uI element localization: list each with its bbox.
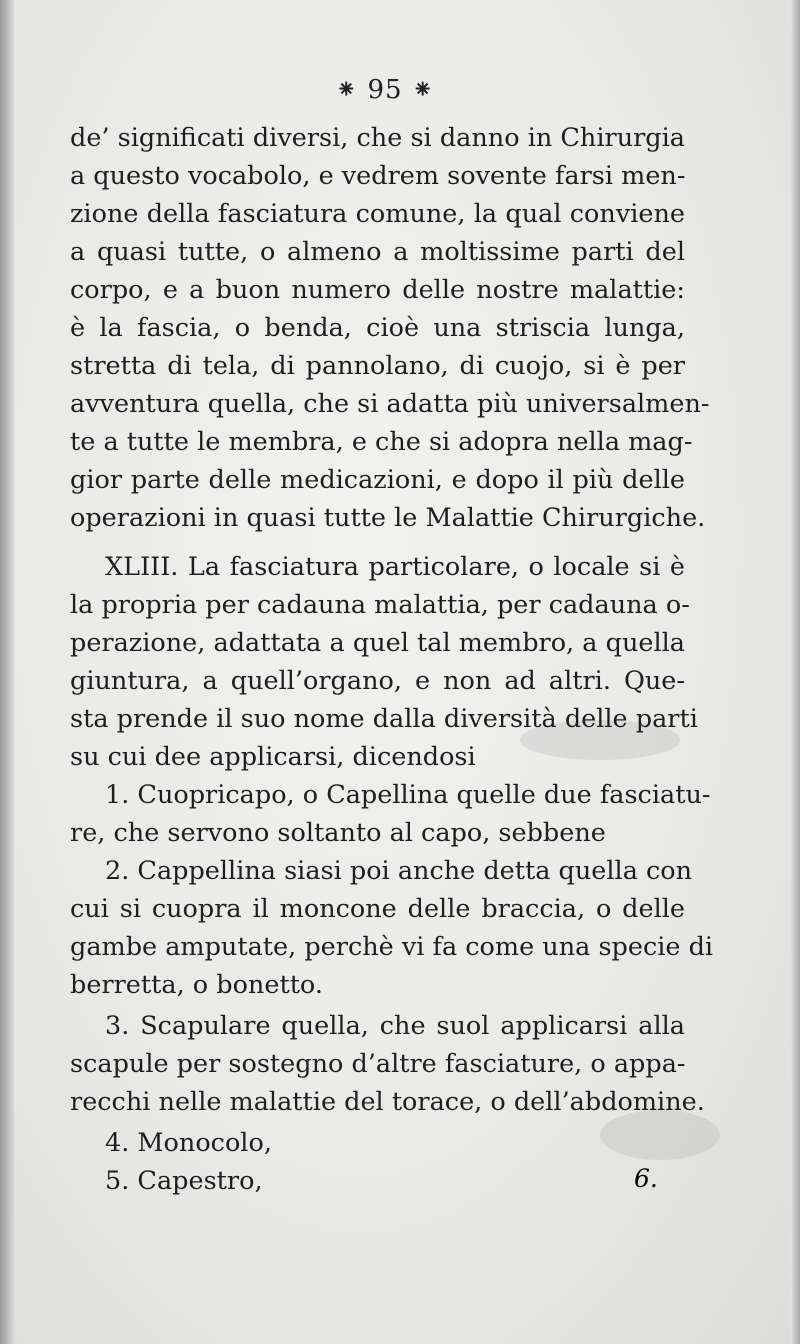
list-item-line: 1. Cuopricapo, o Capellina quelle due fasciatu- <box>105 780 711 810</box>
text-line: è la fascia, o benda, cioè una striscia lunga, <box>70 313 685 343</box>
text-line: berretta, o bonetto. <box>70 970 323 1000</box>
text-line: zione della fasciatura comune, la qual conviene <box>70 199 685 229</box>
text-line: de’ significati diversi, che si danno in Chirurgia <box>70 123 685 153</box>
text-line: a questo vocabolo, e vedrem sovente farsi men- <box>70 161 686 191</box>
section-heading-line: XLIII. La fasciatura particolare, o locale si è <box>105 552 685 582</box>
text-line: giuntura, a quell’organo, e non ad altri. Que- <box>70 666 685 696</box>
page-number-header: ⁕ 95 ⁕ <box>335 75 435 105</box>
text-line: gior parte delle medicazioni, e dopo il più delle <box>70 465 685 495</box>
list-item-line: 5. Capestro, <box>105 1166 263 1196</box>
catchword: 6. <box>634 1164 658 1193</box>
list-item-line: 2. Cappellina siasi poi anche detta quella con <box>105 856 693 886</box>
text-line: recchi nelle malattie del torace, o dell’abdomine. <box>70 1087 705 1117</box>
text-line: re, che servono soltanto al capo, sebbene <box>70 818 606 848</box>
page-right-edge-shadow <box>790 0 800 1344</box>
text-line: su cui dee applicarsi, dicendosi <box>70 742 476 772</box>
text-line: sta prende il suo nome dalla diversità delle parti <box>70 704 698 734</box>
text-line: operazioni in quasi tutte le Malattie Chirurgiche. <box>70 503 706 533</box>
text-line: avventura quella, che si adatta più universalmen- <box>70 389 710 419</box>
list-item-line: 3. Scapulare quella, che suol applicarsi alla <box>105 1011 685 1041</box>
text-line: te a tutte le membra, e che si adopra nella mag- <box>70 427 693 457</box>
text-line: stretta di tela, di pannolano, di cuojo, si è per <box>70 351 685 381</box>
text-line: cui si cuopra il moncone delle braccia, o delle <box>70 894 685 924</box>
text-line: scapule per sostegno d’altre fasciature, o appa- <box>70 1049 686 1079</box>
text-line: corpo, e a buon numero delle nostre malattie: <box>70 275 685 305</box>
text-line: la propria per cadauna malattia, per cadauna o- <box>70 590 690 620</box>
text-line: perazione, adattata a quel tal membro, a quella <box>70 628 685 658</box>
list-item-line: 4. Monocolo, <box>105 1128 272 1158</box>
text-line: gambe amputate, perchè vi fa come una specie di <box>70 932 714 962</box>
page-left-edge-shadow <box>0 0 14 1344</box>
text-line: a quasi tutte, o almeno a moltissime parti del <box>70 237 685 267</box>
